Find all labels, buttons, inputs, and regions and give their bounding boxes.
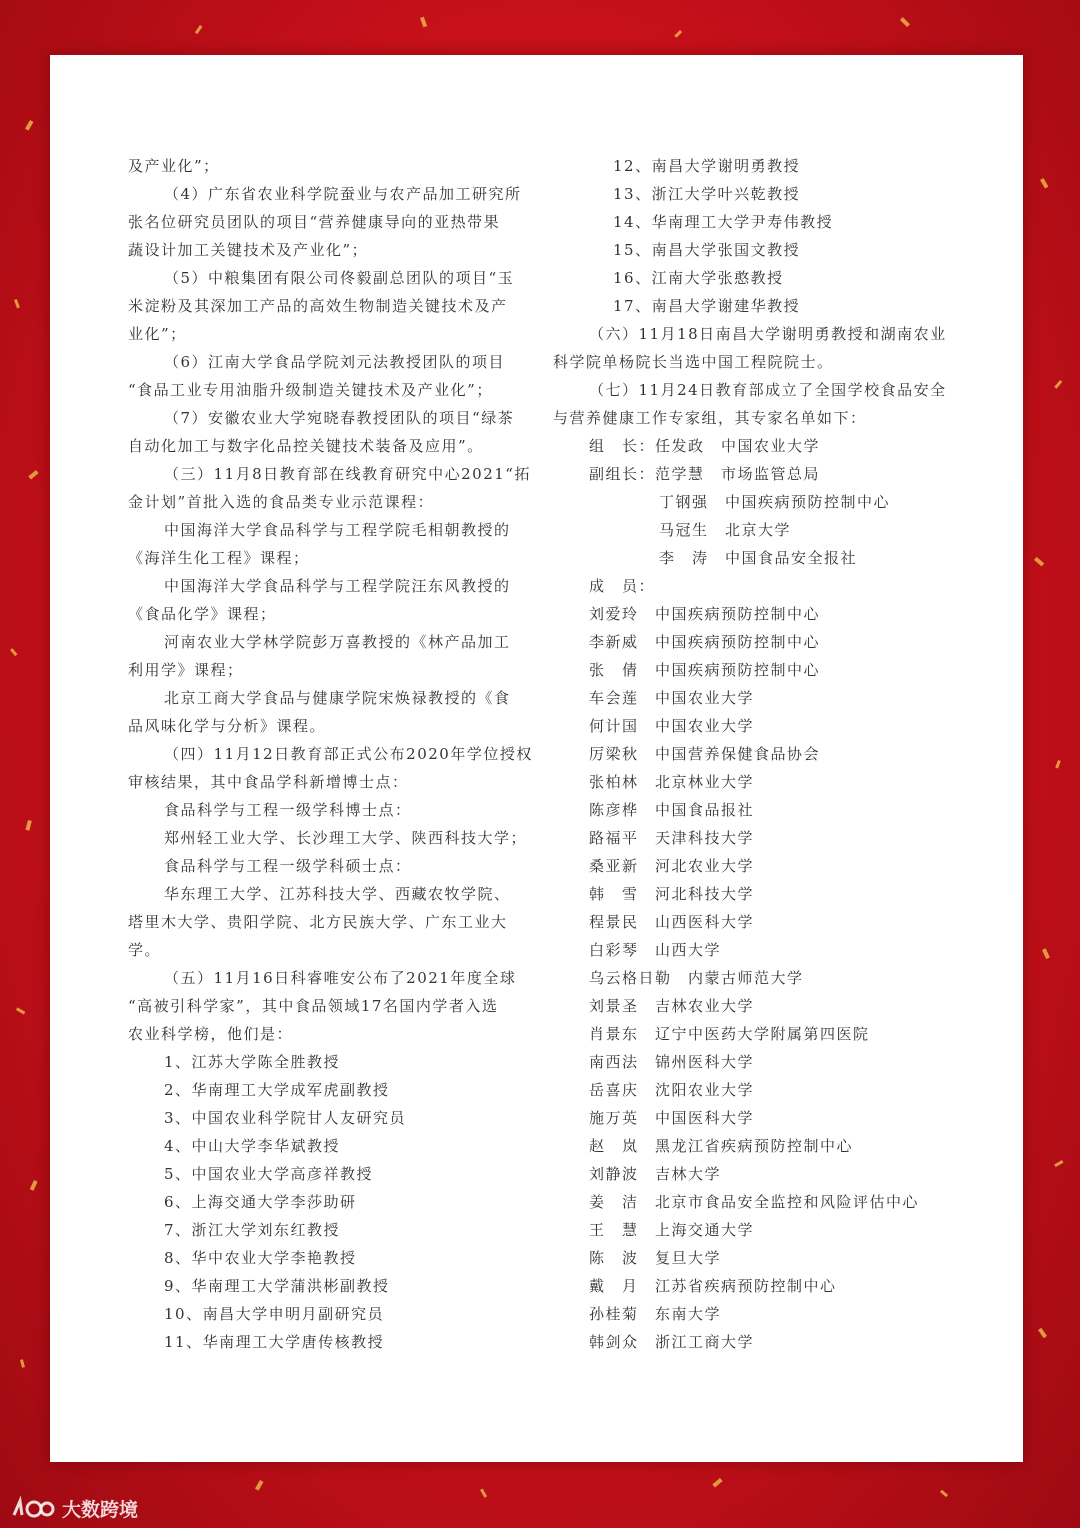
- text-line: 6、上海交通大学李莎助研: [164, 1193, 357, 1211]
- text-line: 岳喜庆 沈阳农业大学: [589, 1081, 755, 1099]
- text-line: 利用学》课程；: [128, 661, 244, 679]
- text-line: 马冠生 北京大学: [659, 521, 792, 539]
- text-line: 中国海洋大学食品科学与工程学院毛相朝教授的: [164, 521, 511, 539]
- text-line: 何计国 中国农业大学: [589, 717, 755, 735]
- text-line: 姜 洁 北京市食品安全监控和风险评估中心: [589, 1193, 920, 1211]
- text-line: 食品科学与工程一级学科硕士点：: [164, 857, 412, 875]
- text-line: 张名位研究员团队的项目“营养健康导向的亚热带果: [128, 213, 501, 231]
- text-line: （三）11月8日教育部在线教育研究中心2021“拓: [164, 465, 531, 483]
- text-line: 成 员：: [589, 577, 656, 595]
- text-line: 2、华南理工大学成军虎副教授: [164, 1081, 390, 1099]
- text-line: 厉梁秋 中国营养保健食品协会: [589, 745, 821, 763]
- text-line: 组 长：任发政 中国农业大学: [589, 437, 821, 455]
- text-line: 刘爱玲 中国疾病预防控制中心: [589, 605, 821, 623]
- text-line: 金计划”首批入选的食品类专业示范课程：: [128, 493, 435, 511]
- text-line: 15、南昌大学张国文教授: [613, 241, 801, 259]
- text-line: 1、江苏大学陈全胜教授: [164, 1053, 341, 1071]
- document-page: [50, 55, 1023, 1462]
- text-line: （七）11月24日教育部成立了全国学校食品安全: [589, 381, 947, 399]
- text-line: 丁钢强 中国疾病预防控制中心: [659, 493, 891, 511]
- text-line: 4、中山大学李华斌教授: [164, 1137, 341, 1155]
- text-line: 及产业化”；: [128, 157, 220, 175]
- text-line: （五）11月16日科睿唯安公布了2021年度全球: [164, 969, 517, 987]
- text-line: 郑州轻工业大学、长沙理工大学、陕西科技大学；: [164, 829, 528, 847]
- text-line: （6）江南大学食品学院刘元法教授团队的项目: [164, 353, 506, 371]
- text-line: 3、中国农业科学院甘人友研究员: [164, 1109, 407, 1127]
- text-line: 8、华中农业大学李艳教授: [164, 1249, 357, 1267]
- text-line: 张柏林 北京林业大学: [589, 773, 755, 791]
- text-line: 白彩琴 山西大学: [589, 941, 722, 959]
- text-line: 副组长：范学慧 市场监管总局: [589, 465, 821, 483]
- text-line: 刘景圣 吉林农业大学: [589, 997, 755, 1015]
- text-line: 蔬设计加工关键技术及产业化”；: [128, 241, 369, 259]
- text-line: 12、南昌大学谢明勇教授: [613, 157, 801, 175]
- text-line: 韩 雪 河北科技大学: [589, 885, 755, 903]
- text-line: 刘静波 吉林大学: [589, 1165, 722, 1183]
- text-line: 孙桂菊 东南大学: [589, 1305, 722, 1323]
- text-line: （7）安徽农业大学宛晓春教授团队的项目“绿茶: [164, 409, 515, 427]
- text-line: “食品工业专用油脂升级制造关键技术及产业化”；: [128, 381, 493, 399]
- text-line: 施万英 中国医科大学: [589, 1109, 755, 1127]
- text-line: 5、中国农业大学高彦祥教授: [164, 1165, 374, 1183]
- watermark-text: 大数跨境: [62, 1498, 139, 1521]
- right-text-column: [553, 152, 958, 1356]
- text-line: 米淀粉及其深加工产品的高效生物制造关键技术及产: [128, 297, 508, 315]
- kuajing-logo-icon: [10, 1495, 56, 1521]
- text-line: 张 倩 中国疾病预防控制中心: [589, 661, 821, 679]
- text-line: 审核结果，其中食品学科新增博士点：: [128, 773, 409, 791]
- text-line: 品风味化学与分析》课程。: [128, 717, 327, 735]
- text-line: 乌云格日勒 内蒙古师范大学: [589, 969, 804, 987]
- text-line: 韩剑众 浙江工商大学: [589, 1333, 755, 1351]
- text-line: 10、南昌大学申明月副研究员: [164, 1305, 385, 1323]
- text-line: （六）11月18日南昌大学谢明勇教授和湖南农业: [589, 325, 947, 343]
- text-line: 路福平 天津科技大学: [589, 829, 755, 847]
- text-line: （四）11月12日教育部正式公布2020年学位授权: [164, 745, 533, 763]
- text-line: 农业科学榜，他们是：: [128, 1025, 294, 1043]
- text-line: 华东理工大学、江苏科技大学、西藏农牧学院、: [164, 885, 511, 903]
- text-line: 陈 波 复旦大学: [589, 1249, 722, 1267]
- text-line: 13、浙江大学叶兴乾教授: [613, 185, 801, 203]
- text-line: 与营养健康工作专家组，其专家名单如下：: [553, 409, 867, 427]
- text-line: 食品科学与工程一级学科博士点：: [164, 801, 412, 819]
- text-line: 南西法 锦州医科大学: [589, 1053, 755, 1071]
- text-line: 《食品化学》课程；: [128, 605, 277, 623]
- text-line: 程景民 山西医科大学: [589, 913, 755, 931]
- text-line: 11、华南理工大学唐传核教授: [164, 1333, 385, 1351]
- text-line: 王 慧 上海交通大学: [589, 1221, 755, 1239]
- text-line: 7、浙江大学刘东红教授: [164, 1221, 341, 1239]
- text-line: 李 涛 中国食品安全报社: [659, 549, 858, 567]
- text-line: 业化”；: [128, 325, 187, 343]
- text-line: “高被引科学家”，其中食品领域17名国内学者入选: [128, 997, 499, 1015]
- text-line: 车会莲 中国农业大学: [589, 689, 755, 707]
- text-line: 戴 月 江苏省疾病预防控制中心: [589, 1277, 837, 1295]
- text-line: 9、华南理工大学蒲洪彬副教授: [164, 1277, 390, 1295]
- text-line: 科学院单杨院长当选中国工程院院士。: [553, 353, 834, 371]
- text-line: 北京工商大学食品与健康学院宋焕禄教授的《食: [164, 689, 511, 707]
- text-line: 自动化加工与数字化品控关键技术装备及应用”。: [128, 437, 484, 455]
- text-line: 《海洋生化工程》课程；: [128, 549, 310, 567]
- text-line: 陈彦桦 中国食品报社: [589, 801, 755, 819]
- text-line: 14、华南理工大学尹寿伟教授: [613, 213, 834, 231]
- text-line: 李新威 中国疾病预防控制中心: [589, 633, 821, 651]
- text-line: （4）广东省农业科学院蚕业与农产品加工研究所: [164, 185, 522, 203]
- text-line: 河南农业大学林学院彭万喜教授的《林产品加工: [164, 633, 511, 651]
- left-text-column: [128, 152, 533, 1356]
- text-line: 赵 岚 黑龙江省疾病预防控制中心: [589, 1137, 854, 1155]
- text-line: 17、南昌大学谢建华教授: [613, 297, 801, 315]
- text-line: 学。: [128, 941, 162, 959]
- text-line: 肖景东 辽宁中医药大学附属第四医院: [589, 1025, 870, 1043]
- text-line: （5）中粮集团有限公司佟毅副总团队的项目“玉: [164, 269, 515, 287]
- text-line: 塔里木大学、贵阳学院、北方民族大学、广东工业大: [128, 913, 508, 931]
- text-line: 中国海洋大学食品科学与工程学院汪东风教授的: [164, 577, 511, 595]
- text-line: 桑亚新 河北农业大学: [589, 857, 755, 875]
- watermark: [10, 1494, 138, 1522]
- text-line: 16、江南大学张憨教授: [613, 269, 784, 287]
